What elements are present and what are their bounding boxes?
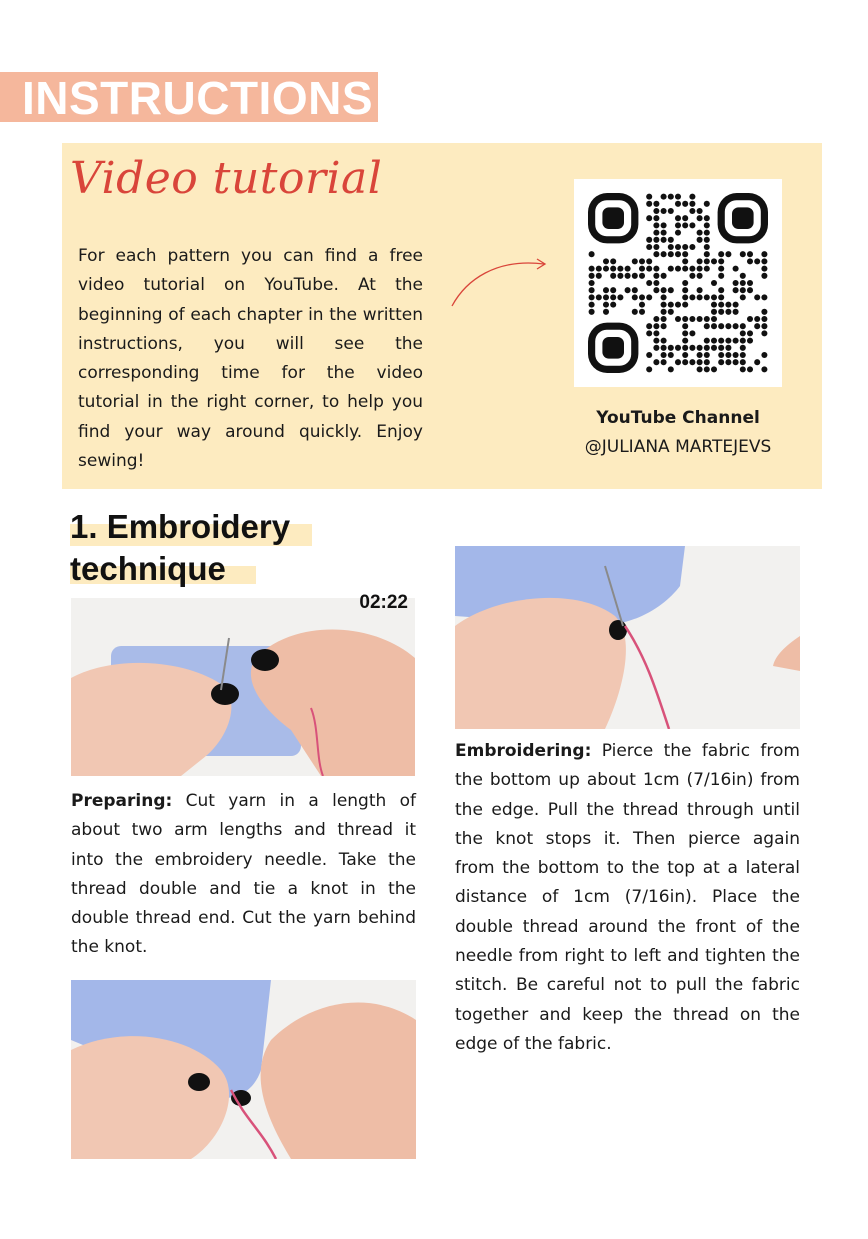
youtube-channel-label: YouTube Channel (596, 408, 760, 428)
step-label: Embroidering: (455, 741, 592, 761)
step-preparing (71, 787, 416, 963)
step-text: Cut yarn in a length of about two arm lengths and thread it into the embroidery needle. Take the thread double and tie a knot in the double thread end. Cut the yarn behind the knot. (71, 791, 416, 958)
photo-embroidering (455, 546, 800, 729)
section-title: INSTRUCTIONS (22, 72, 373, 124)
step-label: Preparing: (71, 791, 173, 811)
video-timestamp: 02:22 (359, 592, 408, 613)
photo-stitching (71, 980, 416, 1159)
step-embroidering (455, 737, 800, 1059)
chapter-title-line: technique (70, 550, 226, 587)
curved-arrow-icon (448, 250, 552, 310)
youtube-channel-handle[interactable]: @JULIANA MARTEJEVS (584, 437, 772, 457)
video-tutorial-heading: Video tutorial (70, 153, 383, 204)
photo-preparing (71, 598, 415, 776)
chapter-title-line: 1. Embroidery (70, 508, 291, 545)
qr-code-icon[interactable] (574, 179, 782, 387)
step-text: Pierce the fabric from the bottom up about 1cm (7/16in) from the edge. Pull the thread through until the knot stops it. Then pierce again from the bottom to the top at a lateral distance of 1cm (7/16in). Place the double thread around the front of the needle from right to left and tighten the stitch. Be careful not to pull the fabric together and keep the thread on the edge of the fabric. (455, 741, 800, 1054)
video-tutorial-text: For each pattern you can find a free video tutorial on YouTube. At the beginning of each chapter in the written instructions, you will see the corresponding time for the video tutorial in the right corner, to help you find your way around quickly. Enjoy sewing! (78, 246, 423, 472)
chapter-title (70, 506, 330, 590)
